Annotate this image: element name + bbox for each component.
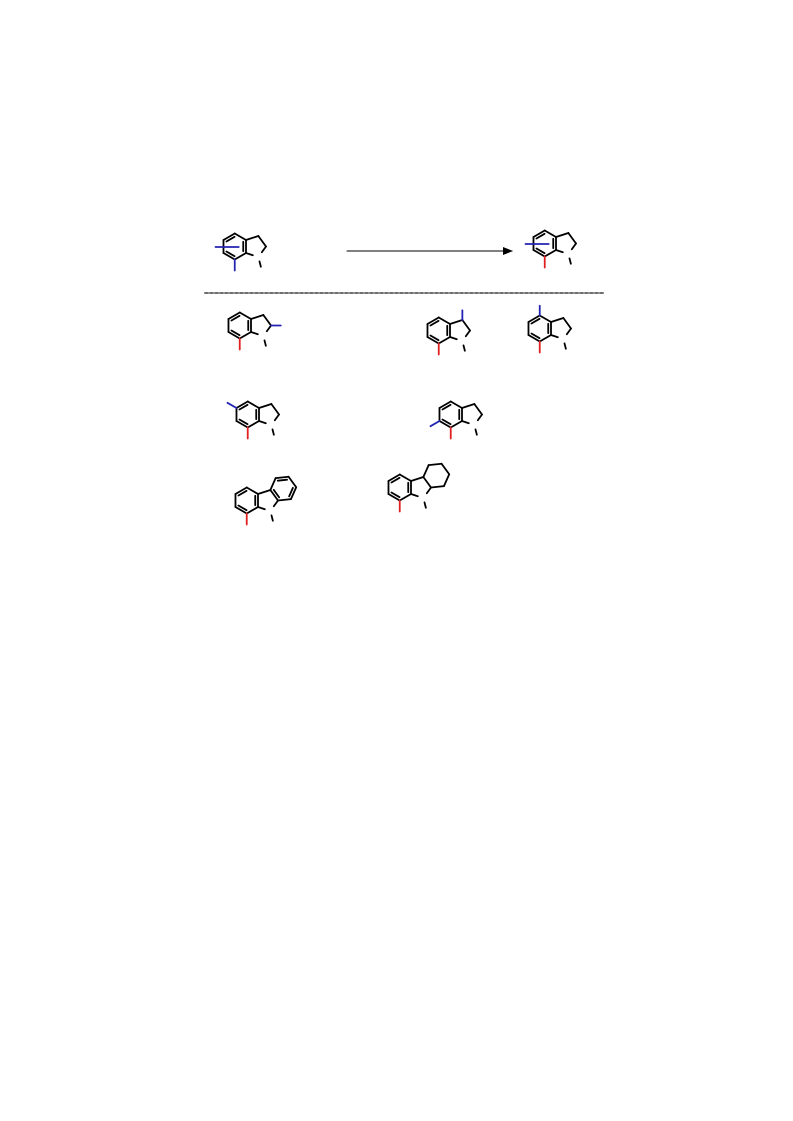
ring-bond [563,318,571,329]
n-substituent-bond [565,343,566,348]
aromatic-bond [248,421,259,428]
aromatic-bond [276,477,289,478]
ring-bond [423,477,431,488]
starting-material [215,234,266,271]
aromatic-bond [235,234,246,241]
ring-bond [572,244,576,250]
aromatic-bond [545,231,556,238]
ring-bond [444,474,449,486]
ring-bond [474,404,482,415]
ring-bond [450,337,457,339]
ring-bond [567,329,571,335]
ring-bond [258,507,265,509]
aromatic-bond [540,316,551,323]
product-6-substituted [430,402,482,439]
ring-bond [251,315,263,319]
aromatic-bond [451,421,462,428]
ring-bond [411,494,418,496]
aromatic-bond [270,478,275,490]
ring-bond [411,477,423,481]
aromatic-bond [240,313,251,320]
ring-bond [275,415,279,421]
ring-bond [274,501,278,507]
ring-bond [442,464,450,475]
n-substituent-bond [425,502,426,507]
ring-bond [251,332,258,334]
ring-bond [556,250,563,252]
ring-bond [246,236,258,240]
c6-substituent-bond [430,421,439,426]
aromatic-bond [278,499,291,500]
n-substituent-bond [464,345,465,350]
aromatic-bond [240,332,251,339]
ring-bond [271,404,279,415]
c5-substituent-bond [227,403,236,408]
aromatic-bond [540,335,551,342]
ring-bond [478,415,482,421]
aromatic-bond [235,253,246,260]
aromatic-double-bond [278,480,287,481]
ring-bond [263,315,271,326]
n-substituent-bond [265,340,266,345]
aromatic-bond [439,318,450,325]
ring-bond [262,247,266,253]
ring-bond [556,233,568,237]
ring-bond [259,421,266,423]
aromatic-bond [451,402,462,409]
n-substituent-bond [570,258,571,263]
product-hexahydrocarbazole [388,464,449,512]
product [525,231,576,268]
n-substituent-bond [260,261,261,266]
n-substituent-bond [272,515,273,520]
ring-bond [462,320,470,331]
ring-bond [258,490,270,494]
ring-bond [259,404,271,408]
aromatic-bond [400,494,411,501]
product-3-substituted [427,310,470,354]
aromatic-bond [439,337,450,344]
product-4-substituted [528,306,571,353]
ring-bond [431,486,444,487]
product-5-substituted [227,402,279,439]
ring-bond [246,253,253,255]
n-substituent-bond [476,429,477,434]
product-carbazole [235,477,296,525]
ring-bond [462,421,469,423]
ring-bond [427,488,431,494]
ring-bond [429,464,442,465]
product-2-substituted [228,313,280,350]
aromatic-bond [289,477,297,488]
ring-bond [423,465,428,477]
aromatic-bond [247,488,258,495]
ring-bond [466,331,470,337]
ring-bond [551,335,558,337]
aromatic-bond [247,507,258,514]
ring-bond [568,233,576,244]
ring-bond [450,320,462,324]
ring-bond [258,236,266,247]
aromatic-bond [248,402,259,409]
ring-bond [267,326,271,332]
ring-bond [462,404,474,408]
aromatic-bond [545,250,556,257]
aromatic-bond [400,475,411,482]
ring-bond [551,318,563,322]
n-substituent-bond [273,429,274,434]
